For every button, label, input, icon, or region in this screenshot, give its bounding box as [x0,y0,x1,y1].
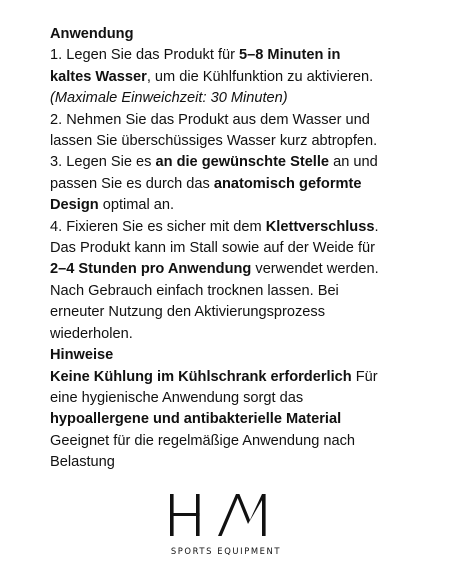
step4-bold2: 2–4 Stunden pro Anwendung [50,261,252,278]
brand-logo [0,490,452,570]
step3-line2-prefix: passen Sie es durch das [50,175,214,192]
step3-mid1: an und [329,154,378,171]
usage-heading: Anwendung [50,26,134,42]
notes-item1-line2: eine hygienische Anwendung sorgt das [50,389,304,406]
step3-prefix: 3. Legen Sie es [50,154,156,171]
step3-bold3: Design [50,197,99,214]
step3-suffix: optimal an. [98,197,175,214]
step4-line6: wiederholen. [50,325,133,342]
notes-item3-line1: Geeignet für die regelmäßige Anwendung nach [50,432,356,449]
notes-item3-line2: Belastung [50,454,115,471]
step4-prefix: 4. Fixieren Sie es sicher mit dem [50,218,266,235]
step4-line5: erneuter Nutzung den Aktivierungsprozess [50,304,326,321]
step4-line4: Nach Gebrauch einfach trocknen lassen. Bei [50,282,339,299]
step3-bold1: an die gewünschte Stelle [155,154,330,171]
notes-item1-line1 [50,367,410,388]
step1-bold2: kaltes Wasser [50,68,147,85]
step4-line1 [50,217,410,238]
notes-item1-suffix: Für [351,368,378,385]
step3-bold2: anatomisch geformte [213,175,362,192]
step1-line1 [50,45,410,66]
brand-subtitle: SPORTS EQUIPMENT [170,546,282,556]
notes-item2: hypoallergene und antibakterielle Material [50,411,342,428]
instructions-text [50,24,410,474]
step1-bold1: 5–8 Minuten in [239,47,341,64]
notes-heading: Hinweise [50,347,114,364]
step1-note: (Maximale Einweichzeit: 30 Minuten) [50,90,288,107]
hm-monogram-icon [166,490,286,540]
step2-line2: lassen Sie überschüssiges Wasser kurz abtropfen. [50,133,378,150]
step4-bold1: Klettverschluss [265,218,375,235]
step1-line2 [50,67,410,88]
step4-mid2: verwendet werden. [251,261,379,278]
step4-line2: Das Produkt kann im Stall sowie auf der Weide für [50,240,375,257]
step4-mid1: . [374,218,379,235]
step1-prefix: 1. Legen Sie das Produkt für [50,47,240,64]
step3-line1 [50,152,410,173]
step3-line3 [50,195,410,216]
step2-line1: 2. Nehmen Sie das Produkt aus dem Wasser und [50,111,370,128]
step1-suffix: , um die Kühlfunktion zu aktivieren. [146,68,374,85]
step3-line2 [50,174,410,195]
notes-item1-bold: Keine Kühlung im Kühlschrank erforderlich [50,368,352,385]
step4-line3 [50,259,410,280]
